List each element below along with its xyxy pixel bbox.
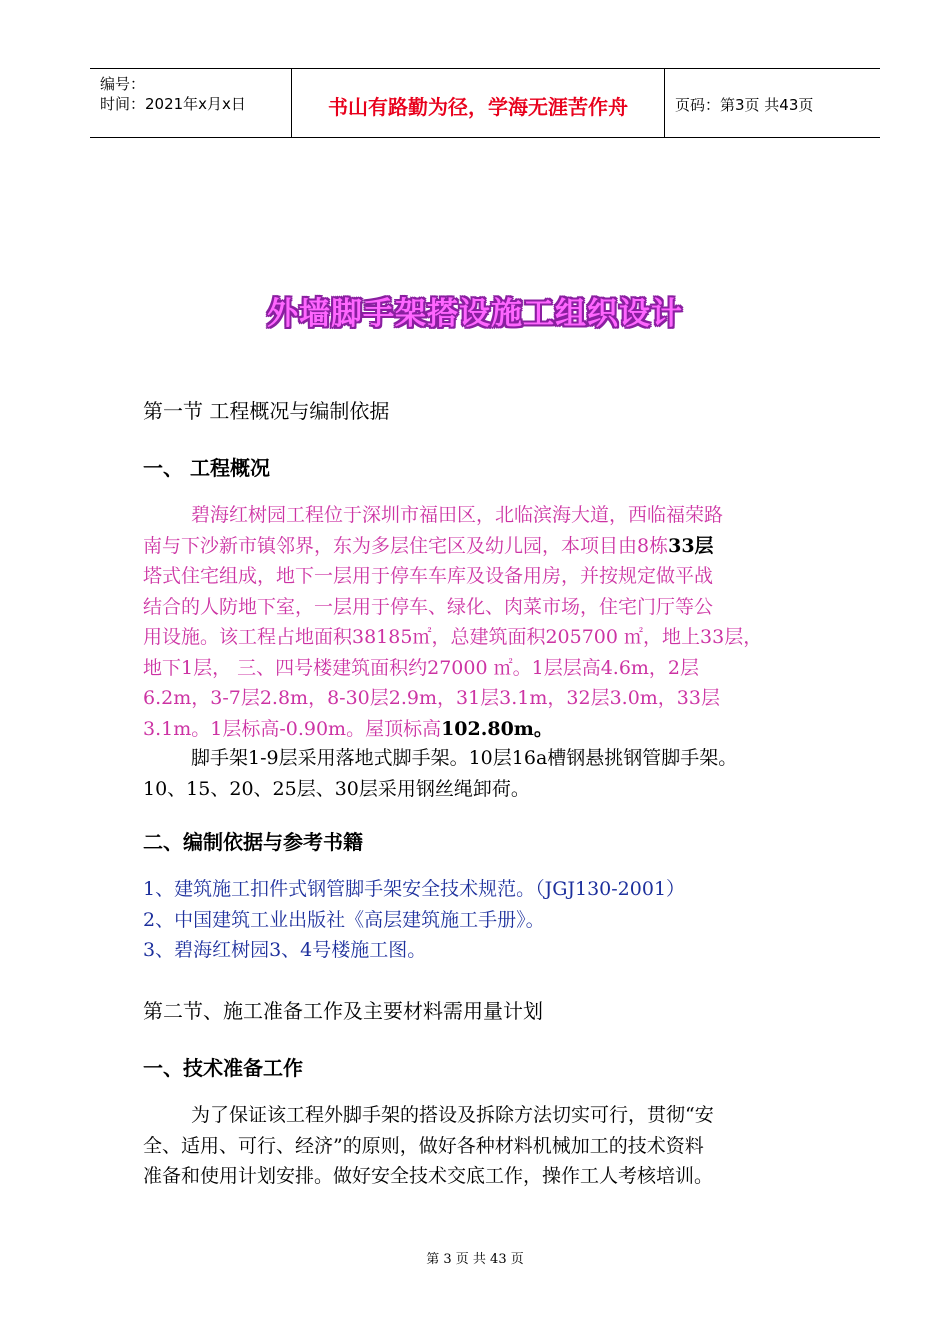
bold-roof-height: 102.80m。 — [441, 717, 553, 740]
document-title: 外墙脚手架搭设施工组织设计 — [267, 296, 683, 332]
reference-item: 3、碧海红树园3、4号楼施工图。 — [143, 939, 427, 961]
number-label: 编号： — [100, 75, 146, 93]
tech-prep-line: 为了保证该工程外脚手架的搭设及拆除方法切实可行，贯彻“安 — [191, 1104, 714, 1126]
bold-floors: 33层 — [668, 534, 714, 557]
section1-sub1-heading: 一、 工程概况 — [143, 456, 270, 480]
references-list — [143, 874, 843, 966]
page-header — [90, 68, 880, 138]
overview-line: 南与下沙新市镇邻界，东为多层住宅区及幼儿园，本项目由8栋33层 — [143, 534, 714, 557]
tech-prep-line: 全、适用、可行、经济”的原则，做好各种材料机械加工的技术资料 — [143, 1134, 704, 1157]
header-meta-cell — [90, 69, 292, 137]
overview-line: 碧海红树园工程位于深圳市福田区，北临滨海大道，西临福荣路 — [191, 504, 724, 526]
overview-line: 塔式住宅组成，地下一层用于停车车库及设备用房，并按规定做平战 — [143, 565, 714, 587]
reference-item: 1、建筑施工扣件式钢管脚手架安全技术规范。（JGJ130-2001） — [143, 878, 686, 900]
scaffold-paragraph — [143, 743, 843, 804]
header-motto: 书山有路勤为径，学海无涯苦作舟 — [328, 95, 628, 119]
overview-line: 结合的人防地下室，一层用于停车、绿化、肉菜市场，住宅门厅等公 — [143, 595, 714, 618]
overview-line: 地下1层， 三、四号楼建筑面积约27000 ㎡。1层层高4.6m，2层 — [143, 656, 700, 679]
section1-sub2-heading: 二、编制依据与参考书籍 — [143, 830, 363, 854]
header-page-info: 页码：第3页 共43页 — [675, 96, 814, 114]
section2-heading: 第二节、施工准备工作及主要材料需用量计划 — [143, 999, 543, 1023]
page-footer: 第 3 页 共 43 页 — [426, 1252, 524, 1267]
tech-prep-line: 准备和使用计划安排。做好安全技术交底工作，操作工人考核培训。 — [143, 1165, 714, 1187]
scaffold-line: 10、15、20、25层、30层采用钢丝绳卸荷。 — [143, 777, 530, 800]
header-motto-cell — [292, 69, 665, 137]
scaffold-line: 脚手架1-9层采用落地式脚手架。10层16a槽钢悬挑钢管脚手架。 — [191, 747, 738, 769]
reference-item: 2、中国建筑工业出版社《高层建筑施工手册》。 — [143, 908, 545, 931]
time-label: 时间：2021年x月x日 — [100, 95, 246, 113]
header-page-cell — [665, 69, 880, 137]
section2-sub1-heading: 一、技术准备工作 — [143, 1056, 303, 1080]
overview-line: 6.2m，3-7层2.8m，8-30层2.9m，31层3.1m，32层3.0m，33层 — [143, 687, 720, 709]
overview-line: 用设施。该工程占地面积38185㎡，总建筑面积205700 ㎡，地上33层， — [143, 626, 763, 648]
overview-line: 3.1m。1层标高-0.90m。屋顶标高102.80m。 — [143, 717, 553, 740]
tech-prep-paragraph — [143, 1100, 843, 1192]
section1-heading: 第一节 工程概况与编制依据 — [143, 399, 390, 423]
overview-paragraph — [143, 500, 843, 744]
